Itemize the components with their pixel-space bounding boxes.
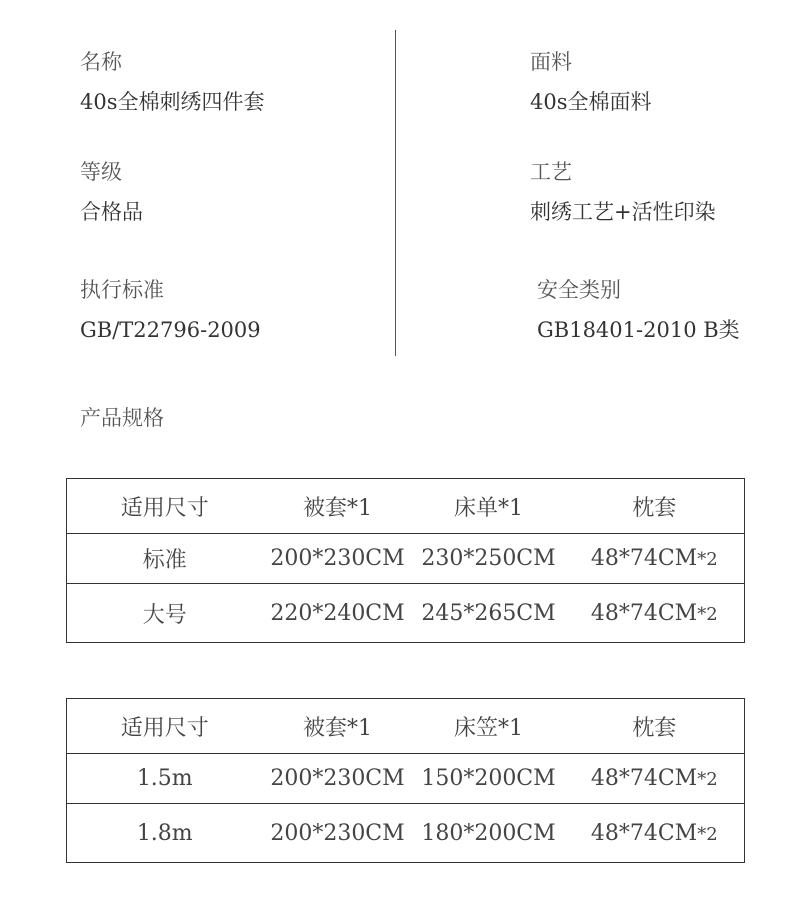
- header-sheet: 床笠*1: [413, 699, 565, 754]
- table-row: [67, 584, 745, 643]
- pillow-size: 48*74CM: [590, 600, 698, 626]
- cell-pillow: [565, 584, 745, 643]
- product-spec-title: 产品规格: [80, 406, 164, 430]
- cell-duvet: 220*240CM: [270, 600, 405, 626]
- pillow-size: 48*74CM: [590, 820, 698, 846]
- cell-size: 大号: [142, 602, 187, 628]
- standard-value: GB/T22796-2009: [80, 318, 261, 342]
- cell-sheet: 180*200CM: [421, 820, 556, 846]
- header-pillow: 枕套: [565, 699, 745, 754]
- cell-duvet: 200*230CM: [263, 534, 413, 584]
- cell-sheet: 245*265CM: [421, 600, 556, 626]
- safety-value: GB18401-2010 B类: [537, 318, 740, 342]
- table-header-row: [67, 479, 745, 534]
- name-value: 40s全棉刺绣四件套: [80, 90, 265, 114]
- header-size: 适用尺寸: [67, 699, 263, 754]
- table-row: [67, 534, 745, 584]
- cell-duvet: 200*230CM: [263, 754, 413, 804]
- table-row: [67, 804, 745, 863]
- craft-value: 刺绣工艺+活性印染: [530, 200, 716, 224]
- header-sheet: 床单*1: [413, 479, 565, 534]
- pillow-size: 48*74CM: [590, 766, 698, 791]
- cell-sheet: 230*250CM: [413, 534, 565, 584]
- column-divider: [395, 30, 396, 356]
- pillow-size: 48*74CM: [590, 546, 698, 571]
- pillow-count: *2: [697, 769, 718, 790]
- craft-label: 工艺: [530, 160, 572, 184]
- grade-label: 等级: [80, 160, 122, 184]
- table-row: [67, 754, 745, 804]
- name-label: 名称: [80, 50, 122, 74]
- safety-label: 安全类别: [537, 278, 621, 302]
- pillow-count: *2: [697, 549, 718, 570]
- fabric-label: 面料: [530, 50, 572, 74]
- cell-pillow: [565, 534, 745, 584]
- cell-size: 标准: [67, 534, 263, 584]
- cell-pillow: [565, 804, 745, 863]
- header-size: 适用尺寸: [67, 479, 263, 534]
- grade-value: 合格品: [80, 200, 143, 224]
- fabric-value: 40s全棉面料: [530, 90, 652, 114]
- header-duvet: 被套*1: [263, 479, 413, 534]
- header-duvet: 被套*1: [263, 699, 413, 754]
- cell-size: 1.8m: [136, 820, 193, 846]
- cell-pillow: [565, 754, 745, 804]
- standard-label: 执行标准: [80, 278, 164, 302]
- header-pillow: 枕套: [565, 479, 745, 534]
- cell-size: 1.5m: [67, 754, 263, 804]
- size-table-standard: [66, 478, 745, 643]
- cell-duvet: 200*230CM: [270, 820, 405, 846]
- cell-sheet: 150*200CM: [413, 754, 565, 804]
- size-table-fitted: [66, 698, 745, 863]
- pillow-count: *2: [697, 823, 718, 845]
- pillow-count: *2: [697, 603, 718, 625]
- table-header-row: [67, 699, 745, 754]
